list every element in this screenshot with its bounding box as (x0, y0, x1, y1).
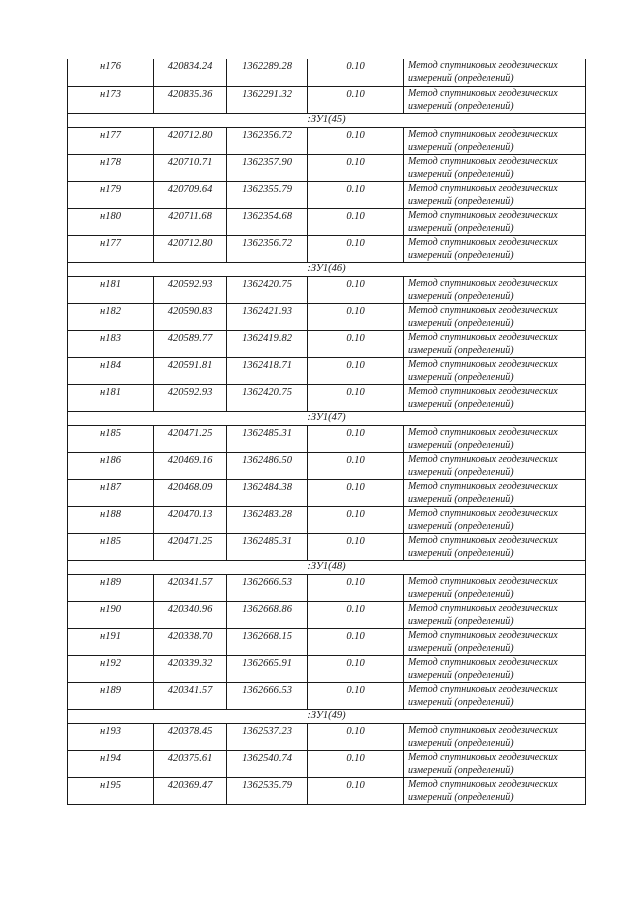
x-coordinate-cell: 420709.64 (154, 181, 227, 208)
x-coordinate-cell: 420468.09 (154, 479, 227, 506)
point-row (68, 59, 586, 86)
point-row (68, 601, 586, 628)
method-cell: Метод спутниковых геодезических измерений (определений) (404, 723, 586, 750)
point-row (68, 655, 586, 682)
accuracy-cell: 0.10 (308, 452, 404, 479)
y-coordinate-cell: 1362420.75 (227, 384, 308, 411)
y-coordinate-cell: 1362356.72 (227, 127, 308, 154)
y-coordinate-cell: 1362486.50 (227, 452, 308, 479)
accuracy-cell: 0.10 (308, 479, 404, 506)
method-cell: Метод спутниковых геодезических измерений (определений) (404, 384, 586, 411)
method-cell: Метод спутниковых геодезических измерений (определений) (404, 127, 586, 154)
point-row (68, 330, 586, 357)
point-id-cell: н193 (68, 723, 154, 750)
x-coordinate-cell: 420835.36 (154, 86, 227, 113)
point-row (68, 127, 586, 154)
y-coordinate-cell: 1362418.71 (227, 357, 308, 384)
point-row (68, 506, 586, 533)
x-coordinate-cell: 420471.25 (154, 425, 227, 452)
method-cell: Метод спутниковых геодезических измерений (определений) (404, 574, 586, 601)
x-coordinate-cell: 420591.81 (154, 357, 227, 384)
point-id-cell: н189 (68, 574, 154, 601)
section-label: :ЗУ1(47) (68, 411, 586, 425)
x-coordinate-cell: 420710.71 (154, 154, 227, 181)
point-row (68, 235, 586, 262)
accuracy-cell: 0.10 (308, 276, 404, 303)
y-coordinate-cell: 1362291.32 (227, 86, 308, 113)
point-id-cell: н186 (68, 452, 154, 479)
x-coordinate-cell: 420712.80 (154, 127, 227, 154)
section-label: :ЗУ1(45) (68, 113, 586, 127)
y-coordinate-cell: 1362485.31 (227, 533, 308, 560)
section-label: :ЗУ1(48) (68, 560, 586, 574)
method-cell: Метод спутниковых геодезических измерений (определений) (404, 452, 586, 479)
y-coordinate-cell: 1362484.38 (227, 479, 308, 506)
accuracy-cell: 0.10 (308, 303, 404, 330)
point-row (68, 777, 586, 804)
x-coordinate-cell: 420339.32 (154, 655, 227, 682)
y-coordinate-cell: 1362535.79 (227, 777, 308, 804)
accuracy-cell: 0.10 (308, 357, 404, 384)
y-coordinate-cell: 1362665.91 (227, 655, 308, 682)
y-coordinate-cell: 1362668.86 (227, 601, 308, 628)
point-id-cell: н182 (68, 303, 154, 330)
y-coordinate-cell: 1362420.75 (227, 276, 308, 303)
x-coordinate-cell: 420338.70 (154, 628, 227, 655)
accuracy-cell: 0.10 (308, 59, 404, 86)
accuracy-cell: 0.10 (308, 750, 404, 777)
point-row (68, 276, 586, 303)
point-row (68, 425, 586, 452)
method-cell: Метод спутниковых геодезических измерений (определений) (404, 235, 586, 262)
section-label: :ЗУ1(46) (68, 262, 586, 276)
point-row (68, 750, 586, 777)
accuracy-cell: 0.10 (308, 384, 404, 411)
y-coordinate-cell: 1362357.90 (227, 154, 308, 181)
accuracy-cell: 0.10 (308, 425, 404, 452)
point-id-cell: н177 (68, 235, 154, 262)
accuracy-cell: 0.10 (308, 127, 404, 154)
point-row (68, 86, 586, 113)
accuracy-cell: 0.10 (308, 208, 404, 235)
x-coordinate-cell: 420592.93 (154, 276, 227, 303)
y-coordinate-cell: 1362356.72 (227, 235, 308, 262)
x-coordinate-cell: 420375.61 (154, 750, 227, 777)
y-coordinate-cell: 1362666.53 (227, 574, 308, 601)
point-id-cell: н181 (68, 276, 154, 303)
point-row (68, 682, 586, 709)
point-id-cell: н185 (68, 425, 154, 452)
accuracy-cell: 0.10 (308, 506, 404, 533)
x-coordinate-cell: 420589.77 (154, 330, 227, 357)
point-id-cell: н195 (68, 777, 154, 804)
accuracy-cell: 0.10 (308, 655, 404, 682)
y-coordinate-cell: 1362540.74 (227, 750, 308, 777)
point-id-cell: н183 (68, 330, 154, 357)
method-cell: Метод спутниковых геодезических измерений (определений) (404, 86, 586, 113)
y-coordinate-cell: 1362537.23 (227, 723, 308, 750)
method-cell: Метод спутниковых геодезических измерений (определений) (404, 59, 586, 86)
point-row (68, 208, 586, 235)
point-id-cell: н185 (68, 533, 154, 560)
method-cell: Метод спутниковых геодезических измерений (определений) (404, 303, 586, 330)
method-cell: Метод спутниковых геодезических измерений (определений) (404, 682, 586, 709)
point-row (68, 574, 586, 601)
y-coordinate-cell: 1362354.68 (227, 208, 308, 235)
method-cell: Метод спутниковых геодезических измерений (определений) (404, 655, 586, 682)
x-coordinate-cell: 420712.80 (154, 235, 227, 262)
x-coordinate-cell: 420469.16 (154, 452, 227, 479)
point-row (68, 181, 586, 208)
point-id-cell: н191 (68, 628, 154, 655)
y-coordinate-cell: 1362483.28 (227, 506, 308, 533)
point-row (68, 533, 586, 560)
x-coordinate-cell: 420341.57 (154, 682, 227, 709)
method-cell: Метод спутниковых геодезических измерений (определений) (404, 425, 586, 452)
point-id-cell: н177 (68, 127, 154, 154)
y-coordinate-cell: 1362666.53 (227, 682, 308, 709)
coordinates-table (67, 59, 586, 805)
section-label: :ЗУ1(49) (68, 709, 586, 723)
accuracy-cell: 0.10 (308, 777, 404, 804)
x-coordinate-cell: 420471.25 (154, 533, 227, 560)
y-coordinate-cell: 1362421.93 (227, 303, 308, 330)
coordinates-table-body (68, 59, 586, 804)
y-coordinate-cell: 1362419.82 (227, 330, 308, 357)
y-coordinate-cell: 1362485.31 (227, 425, 308, 452)
y-coordinate-cell: 1362289.28 (227, 59, 308, 86)
point-row (68, 154, 586, 181)
point-row (68, 303, 586, 330)
x-coordinate-cell: 420711.68 (154, 208, 227, 235)
point-row (68, 357, 586, 384)
point-row (68, 384, 586, 411)
x-coordinate-cell: 420340.96 (154, 601, 227, 628)
method-cell: Метод спутниковых геодезических измерений (определений) (404, 154, 586, 181)
section-header-row (68, 411, 586, 425)
x-coordinate-cell: 420592.93 (154, 384, 227, 411)
x-coordinate-cell: 420341.57 (154, 574, 227, 601)
accuracy-cell: 0.10 (308, 235, 404, 262)
point-row (68, 628, 586, 655)
accuracy-cell: 0.10 (308, 533, 404, 560)
y-coordinate-cell: 1362355.79 (227, 181, 308, 208)
point-id-cell: н188 (68, 506, 154, 533)
x-coordinate-cell: 420590.83 (154, 303, 227, 330)
accuracy-cell: 0.10 (308, 181, 404, 208)
point-id-cell: н192 (68, 655, 154, 682)
point-row (68, 452, 586, 479)
y-coordinate-cell: 1362668.15 (227, 628, 308, 655)
accuracy-cell: 0.10 (308, 86, 404, 113)
accuracy-cell: 0.10 (308, 330, 404, 357)
point-id-cell: н194 (68, 750, 154, 777)
x-coordinate-cell: 420369.47 (154, 777, 227, 804)
accuracy-cell: 0.10 (308, 601, 404, 628)
point-id-cell: н189 (68, 682, 154, 709)
point-row (68, 723, 586, 750)
accuracy-cell: 0.10 (308, 723, 404, 750)
point-id-cell: н176 (68, 59, 154, 86)
method-cell: Метод спутниковых геодезических измерений (определений) (404, 276, 586, 303)
point-id-cell: н184 (68, 357, 154, 384)
point-id-cell: н179 (68, 181, 154, 208)
x-coordinate-cell: 420834.24 (154, 59, 227, 86)
accuracy-cell: 0.10 (308, 154, 404, 181)
section-header-row (68, 113, 586, 127)
section-header-row (68, 560, 586, 574)
method-cell: Метод спутниковых геодезических измерений (определений) (404, 357, 586, 384)
method-cell: Метод спутниковых геодезических измерений (определений) (404, 208, 586, 235)
method-cell: Метод спутниковых геодезических измерений (определений) (404, 777, 586, 804)
method-cell: Метод спутниковых геодезических измерений (определений) (404, 506, 586, 533)
point-id-cell: н181 (68, 384, 154, 411)
x-coordinate-cell: 420378.45 (154, 723, 227, 750)
method-cell: Метод спутниковых геодезических измерений (определений) (404, 181, 586, 208)
method-cell: Метод спутниковых геодезических измерений (определений) (404, 628, 586, 655)
point-id-cell: н178 (68, 154, 154, 181)
section-header-row (68, 262, 586, 276)
x-coordinate-cell: 420470.13 (154, 506, 227, 533)
point-id-cell: н173 (68, 86, 154, 113)
method-cell: Метод спутниковых геодезических измерений (определений) (404, 750, 586, 777)
accuracy-cell: 0.10 (308, 682, 404, 709)
section-header-row (68, 709, 586, 723)
method-cell: Метод спутниковых геодезических измерений (определений) (404, 533, 586, 560)
point-id-cell: н187 (68, 479, 154, 506)
method-cell: Метод спутниковых геодезических измерений (определений) (404, 330, 586, 357)
method-cell: Метод спутниковых геодезических измерений (определений) (404, 601, 586, 628)
point-row (68, 479, 586, 506)
point-id-cell: н180 (68, 208, 154, 235)
point-id-cell: н190 (68, 601, 154, 628)
accuracy-cell: 0.10 (308, 628, 404, 655)
accuracy-cell: 0.10 (308, 574, 404, 601)
method-cell: Метод спутниковых геодезических измерений (определений) (404, 479, 586, 506)
